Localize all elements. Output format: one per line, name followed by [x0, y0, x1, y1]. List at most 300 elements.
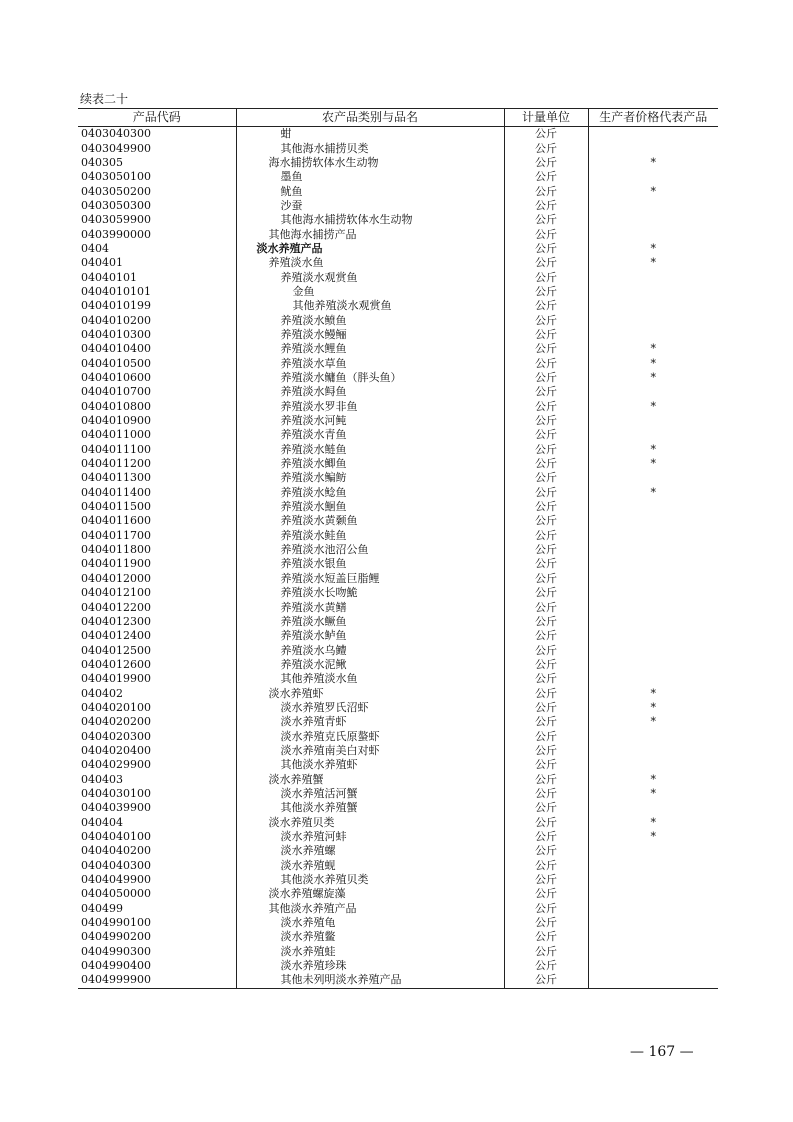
representative-mark-cell	[588, 959, 718, 973]
name-cell: 养殖淡水鱼	[236, 256, 504, 270]
table-row	[78, 242, 718, 256]
table-row	[78, 816, 718, 830]
unit-cell: 公斤	[504, 184, 588, 198]
table-row	[78, 701, 718, 715]
table-row	[78, 801, 718, 815]
name-cell: 淡水养殖螺旋藻	[236, 887, 504, 901]
name-cell: 金鱼	[236, 285, 504, 299]
unit-cell: 公斤	[504, 586, 588, 600]
name-cell: 养殖淡水鳗鲡	[236, 328, 504, 342]
name-cell: 淡水养殖鳖	[236, 930, 504, 944]
name-cell: 养殖淡水短盖巨脂鲤	[236, 572, 504, 586]
code-cell: 0404020400	[81, 743, 151, 757]
code-cell: 0404011700	[81, 528, 151, 542]
code-cell: 040401	[81, 256, 123, 270]
representative-mark-cell	[588, 313, 718, 327]
code-cell: 0404011300	[81, 471, 151, 485]
representative-mark-cell	[588, 930, 718, 944]
unit-cell: 公斤	[504, 787, 588, 801]
representative-mark-cell	[588, 213, 718, 227]
table-row	[78, 156, 718, 170]
representative-mark-cell	[588, 199, 718, 213]
representative-mark-cell: *	[588, 701, 718, 715]
code-cell: 0404011500	[81, 500, 151, 514]
code-cell: 040305	[81, 155, 123, 169]
unit-cell: 公斤	[504, 357, 588, 371]
name-cell: 其他海水捕捞产品	[236, 227, 504, 241]
code-cell: 040404	[81, 815, 123, 829]
representative-mark-cell	[588, 873, 718, 887]
unit-cell: 公斤	[504, 457, 588, 471]
header-unit: 计量单位	[504, 109, 588, 127]
code-cell: 0404012600	[81, 657, 151, 671]
unit-cell: 公斤	[504, 916, 588, 930]
unit-cell: 公斤	[504, 199, 588, 213]
representative-mark-cell	[588, 285, 718, 299]
table-row	[78, 357, 718, 371]
code-cell: 0403050300	[81, 198, 151, 212]
table-row	[78, 572, 718, 586]
name-cell: 沙蚕	[236, 199, 504, 213]
representative-mark-cell	[588, 729, 718, 743]
name-cell: 淡水养殖南美白对虾	[236, 744, 504, 758]
name-cell: 淡水养殖罗氏沼虾	[236, 701, 504, 715]
table-row	[78, 313, 718, 327]
name-cell: 其他养殖淡水鱼	[236, 672, 504, 686]
table-row	[78, 428, 718, 442]
unit-cell: 公斤	[504, 514, 588, 528]
name-cell: 养殖淡水泥鳅	[236, 658, 504, 672]
code-cell: 0404019900	[81, 672, 151, 686]
code-cell: 0403050200	[81, 184, 151, 198]
name-cell: 其他淡水养殖产品	[236, 902, 504, 916]
table-row	[78, 529, 718, 543]
representative-mark-cell: *	[588, 184, 718, 198]
table-row	[78, 514, 718, 528]
code-cell: 0404040100	[81, 830, 151, 844]
representative-mark-cell	[588, 529, 718, 543]
representative-mark-cell	[588, 127, 718, 142]
table-row	[78, 400, 718, 414]
code-cell: 0404010800	[81, 399, 151, 413]
unit-cell: 公斤	[504, 816, 588, 830]
code-cell: 0404990400	[81, 959, 151, 973]
representative-mark-cell: *	[588, 772, 718, 786]
unit-cell: 公斤	[504, 830, 588, 844]
header-code: 产品代码	[78, 109, 236, 127]
code-cell: 040402	[81, 686, 123, 700]
representative-mark-cell	[588, 600, 718, 614]
code-cell: 0404012000	[81, 571, 151, 585]
name-cell: 淡水养殖产品	[236, 242, 504, 256]
representative-mark-cell	[588, 615, 718, 629]
unit-cell: 公斤	[504, 270, 588, 284]
unit-cell: 公斤	[504, 873, 588, 887]
unit-cell: 公斤	[504, 729, 588, 743]
name-cell: 淡水养殖龟	[236, 916, 504, 930]
unit-cell: 公斤	[504, 887, 588, 901]
unit-cell: 公斤	[504, 930, 588, 944]
code-cell: 0404049900	[81, 873, 151, 887]
table-row	[78, 443, 718, 457]
table-row	[78, 457, 718, 471]
table-row	[78, 371, 718, 385]
table-row	[78, 729, 718, 743]
unit-cell: 公斤	[504, 672, 588, 686]
representative-mark-cell	[588, 299, 718, 313]
table-row	[78, 141, 718, 155]
code-cell: 0404011200	[81, 457, 151, 471]
code-cell: 0404011400	[81, 485, 151, 499]
unit-cell: 公斤	[504, 170, 588, 184]
representative-mark-cell: *	[588, 816, 718, 830]
representative-mark-cell: *	[588, 342, 718, 356]
continued-label: 续表二十	[80, 92, 129, 106]
representative-mark-cell	[588, 973, 718, 988]
table-row	[78, 600, 718, 614]
table-row	[78, 342, 718, 356]
unit-cell: 公斤	[504, 400, 588, 414]
unit-cell: 公斤	[504, 844, 588, 858]
unit-cell: 公斤	[504, 127, 588, 142]
table-row	[78, 859, 718, 873]
code-cell: 0404020300	[81, 729, 151, 743]
table-row	[78, 643, 718, 657]
representative-mark-cell: *	[588, 787, 718, 801]
table-row	[78, 873, 718, 887]
code-cell: 0404999900	[78, 973, 236, 988]
table-row	[78, 586, 718, 600]
representative-mark-cell	[588, 227, 718, 241]
unit-cell: 公斤	[504, 715, 588, 729]
table-row	[78, 672, 718, 686]
representative-mark-cell	[588, 471, 718, 485]
unit-cell: 公斤	[504, 529, 588, 543]
unit-cell: 公斤	[504, 156, 588, 170]
table-row	[78, 557, 718, 571]
representative-mark-cell: *	[588, 715, 718, 729]
table-row	[78, 916, 718, 930]
table-row	[78, 270, 718, 284]
code-cell: 0404050000	[81, 887, 151, 901]
name-cell: 养殖淡水黄颡鱼	[236, 514, 504, 528]
table-row	[78, 830, 718, 844]
representative-mark-cell	[588, 643, 718, 657]
representative-mark-cell: *	[588, 830, 718, 844]
unit-cell: 公斤	[504, 772, 588, 786]
representative-mark-cell	[588, 945, 718, 959]
representative-mark-cell: *	[588, 242, 718, 256]
unit-cell: 公斤	[504, 500, 588, 514]
table-row	[78, 199, 718, 213]
page-number: — 167 —	[630, 1044, 694, 1060]
table-row	[78, 471, 718, 485]
name-cell: 养殖淡水鳊鲂	[236, 471, 504, 485]
representative-mark-cell	[588, 328, 718, 342]
unit-cell: 公斤	[504, 629, 588, 643]
representative-mark-cell	[588, 270, 718, 284]
unit-cell: 公斤	[504, 299, 588, 313]
unit-cell: 公斤	[504, 557, 588, 571]
name-cell: 淡水养殖蛙	[236, 945, 504, 959]
table-row	[78, 543, 718, 557]
name-cell: 淡水养殖螺	[236, 844, 504, 858]
name-cell: 淡水养殖河蚌	[236, 830, 504, 844]
representative-mark-cell	[588, 500, 718, 514]
table-row	[78, 658, 718, 672]
code-cell: 0404040200	[81, 844, 151, 858]
name-cell: 鱿鱼	[236, 184, 504, 198]
name-cell: 养殖淡水鲶鱼	[236, 486, 504, 500]
name-cell: 淡水养殖活河蟹	[236, 787, 504, 801]
table-row	[78, 170, 718, 184]
code-cell: 0404990200	[81, 930, 151, 944]
name-cell: 养殖淡水鲤鱼	[236, 342, 504, 356]
name-cell: 其他未列明淡水养殖产品	[236, 973, 504, 988]
code-cell: 0404012200	[81, 600, 151, 614]
table-row	[78, 615, 718, 629]
representative-mark-cell: *	[588, 156, 718, 170]
unit-cell: 公斤	[504, 242, 588, 256]
code-cell: 0403049900	[81, 141, 151, 155]
unit-cell: 公斤	[504, 428, 588, 442]
table-row	[78, 844, 718, 858]
code-cell: 04040101	[81, 270, 137, 284]
code-cell: 0404990300	[81, 944, 151, 958]
representative-mark-cell	[588, 672, 718, 686]
code-cell: 0403040300	[81, 127, 151, 141]
representative-mark-cell: *	[588, 400, 718, 414]
table-row	[78, 787, 718, 801]
table-row	[78, 902, 718, 916]
table-row	[78, 629, 718, 643]
code-cell: 0404012400	[81, 629, 151, 643]
name-cell: 其他淡水养殖贝类	[236, 873, 504, 887]
table-row	[78, 414, 718, 428]
unit-cell: 公斤	[504, 945, 588, 959]
unit-cell: 公斤	[504, 414, 588, 428]
code-cell: 040403	[81, 772, 123, 786]
code-cell: 0404012300	[81, 614, 151, 628]
name-cell: 养殖淡水鳙鱼（胖头鱼）	[236, 371, 504, 385]
unit-cell: 公斤	[504, 959, 588, 973]
table-row	[78, 285, 718, 299]
unit-cell: 公斤	[504, 213, 588, 227]
code-cell: 0404011100	[81, 442, 151, 456]
representative-mark-cell	[588, 859, 718, 873]
unit-cell: 公斤	[504, 902, 588, 916]
table-row	[78, 930, 718, 944]
name-cell: 淡水养殖珍珠	[236, 959, 504, 973]
code-cell: 0403050100	[81, 170, 151, 184]
name-cell: 养殖淡水鲑鱼	[236, 529, 504, 543]
unit-cell: 公斤	[504, 256, 588, 270]
table-row	[78, 256, 718, 270]
name-cell: 淡水养殖贝类	[236, 816, 504, 830]
table-row	[78, 887, 718, 901]
product-table	[78, 108, 718, 989]
table-row	[78, 486, 718, 500]
representative-mark-cell: *	[588, 486, 718, 500]
table-row	[78, 715, 718, 729]
unit-cell: 公斤	[504, 859, 588, 873]
name-cell: 养殖淡水黄鳝	[236, 600, 504, 614]
representative-mark-cell: *	[588, 686, 718, 700]
table-row	[78, 184, 718, 198]
unit-cell: 公斤	[504, 342, 588, 356]
name-cell: 养殖淡水鲢鱼	[236, 443, 504, 457]
representative-mark-cell	[588, 385, 718, 399]
unit-cell: 公斤	[504, 658, 588, 672]
name-cell: 养殖淡水长吻鮠	[236, 586, 504, 600]
name-cell: 养殖淡水草鱼	[236, 357, 504, 371]
unit-cell: 公斤	[504, 443, 588, 457]
unit-cell: 公斤	[504, 615, 588, 629]
code-cell: 0404039900	[81, 801, 151, 815]
representative-mark-cell	[588, 801, 718, 815]
name-cell: 其他海水捕捞贝类	[236, 141, 504, 155]
name-cell: 其他养殖淡水观赏鱼	[236, 299, 504, 313]
name-cell: 养殖淡水鲫鱼	[236, 457, 504, 471]
representative-mark-cell	[588, 902, 718, 916]
code-cell: 0403059900	[81, 213, 151, 227]
representative-mark-cell	[588, 514, 718, 528]
unit-cell: 公斤	[504, 371, 588, 385]
code-cell: 040499	[81, 901, 123, 915]
unit-cell: 公斤	[504, 758, 588, 772]
representative-mark-cell: *	[588, 457, 718, 471]
name-cell: 其他海水捕捞软体水生动物	[236, 213, 504, 227]
representative-mark-cell	[588, 572, 718, 586]
code-cell: 0404012100	[81, 586, 151, 600]
representative-mark-cell	[588, 428, 718, 442]
name-cell: 其他淡水养殖蟹	[236, 801, 504, 815]
table-row	[78, 500, 718, 514]
name-cell: 淡水养殖蟹	[236, 772, 504, 786]
code-cell: 0404011600	[81, 514, 151, 528]
table-row	[78, 744, 718, 758]
name-cell: 其他淡水养殖虾	[236, 758, 504, 772]
name-cell: 养殖淡水鲈鱼	[236, 629, 504, 643]
code-cell: 0404029900	[81, 758, 151, 772]
code-cell: 0404010400	[81, 342, 151, 356]
unit-cell: 公斤	[504, 744, 588, 758]
representative-mark-cell	[588, 844, 718, 858]
code-cell: 0404040300	[81, 858, 151, 872]
code-cell: 0404030100	[81, 786, 151, 800]
code-cell: 0404010900	[81, 414, 151, 428]
representative-mark-cell	[588, 141, 718, 155]
unit-cell: 公斤	[504, 686, 588, 700]
name-cell: 养殖淡水青鱼	[236, 428, 504, 442]
representative-mark-cell	[588, 916, 718, 930]
code-cell: 0404990100	[81, 916, 151, 930]
code-cell: 0404011000	[81, 428, 151, 442]
representative-mark-cell: *	[588, 443, 718, 457]
name-cell: 淡水养殖虾	[236, 686, 504, 700]
table-row	[78, 772, 718, 786]
unit-cell: 公斤	[504, 973, 588, 988]
name-cell: 养殖淡水罗非鱼	[236, 400, 504, 414]
representative-mark-cell	[588, 658, 718, 672]
table-row	[78, 945, 718, 959]
code-cell: 0404010500	[81, 356, 151, 370]
table-row	[78, 385, 718, 399]
code-cell: 0404010600	[81, 371, 151, 385]
representative-mark-cell	[588, 629, 718, 643]
representative-mark-cell	[588, 744, 718, 758]
representative-mark-cell: *	[588, 371, 718, 385]
representative-mark-cell	[588, 414, 718, 428]
code-cell: 0404010700	[81, 385, 151, 399]
table-row	[78, 959, 718, 973]
representative-mark-cell: *	[588, 357, 718, 371]
table-row	[78, 973, 718, 988]
name-cell: 蚶	[236, 127, 504, 142]
code-cell: 0404011900	[81, 557, 151, 571]
unit-cell: 公斤	[504, 385, 588, 399]
representative-mark-cell	[588, 557, 718, 571]
name-cell: 养殖淡水池沼公鱼	[236, 543, 504, 557]
code-cell: 0404010300	[81, 327, 151, 341]
code-cell: 0404	[81, 241, 109, 255]
unit-cell: 公斤	[504, 486, 588, 500]
unit-cell: 公斤	[504, 643, 588, 657]
unit-cell: 公斤	[504, 285, 588, 299]
name-cell: 养殖淡水鮰鱼	[236, 500, 504, 514]
table-header-row	[78, 109, 718, 127]
unit-cell: 公斤	[504, 471, 588, 485]
header-representative: 生产者价格代表产品	[588, 109, 718, 127]
name-cell: 淡水养殖蚬	[236, 859, 504, 873]
unit-cell: 公斤	[504, 572, 588, 586]
table-row	[78, 227, 718, 241]
code-cell: 0404020100	[81, 700, 151, 714]
table-row	[78, 213, 718, 227]
name-cell: 淡水养殖克氏原螯虾	[236, 729, 504, 743]
name-cell: 养殖淡水乌鳢	[236, 643, 504, 657]
unit-cell: 公斤	[504, 313, 588, 327]
representative-mark-cell	[588, 887, 718, 901]
representative-mark-cell	[588, 170, 718, 184]
representative-mark-cell	[588, 758, 718, 772]
name-cell: 养殖淡水鳜鱼	[236, 615, 504, 629]
header-name: 农产品类别与品名	[236, 109, 504, 127]
name-cell: 养殖淡水鲟鱼	[236, 385, 504, 399]
representative-mark-cell	[588, 586, 718, 600]
code-cell: 0403990000	[81, 227, 151, 241]
unit-cell: 公斤	[504, 227, 588, 241]
unit-cell: 公斤	[504, 543, 588, 557]
unit-cell: 公斤	[504, 801, 588, 815]
name-cell: 海水捕捞软体水生动物	[236, 156, 504, 170]
unit-cell: 公斤	[504, 328, 588, 342]
unit-cell: 公斤	[504, 600, 588, 614]
table-row	[78, 127, 718, 142]
code-cell: 0404011800	[81, 543, 151, 557]
table-row	[78, 686, 718, 700]
name-cell: 淡水养殖青虾	[236, 715, 504, 729]
name-cell: 养殖淡水观赏鱼	[236, 270, 504, 284]
code-cell: 0404010200	[81, 313, 151, 327]
name-cell: 养殖淡水鲼鱼	[236, 313, 504, 327]
table-row	[78, 758, 718, 772]
table-row	[78, 299, 718, 313]
code-cell: 0404010199	[81, 299, 151, 313]
name-cell: 养殖淡水河鲀	[236, 414, 504, 428]
unit-cell: 公斤	[504, 701, 588, 715]
representative-mark-cell: *	[588, 256, 718, 270]
